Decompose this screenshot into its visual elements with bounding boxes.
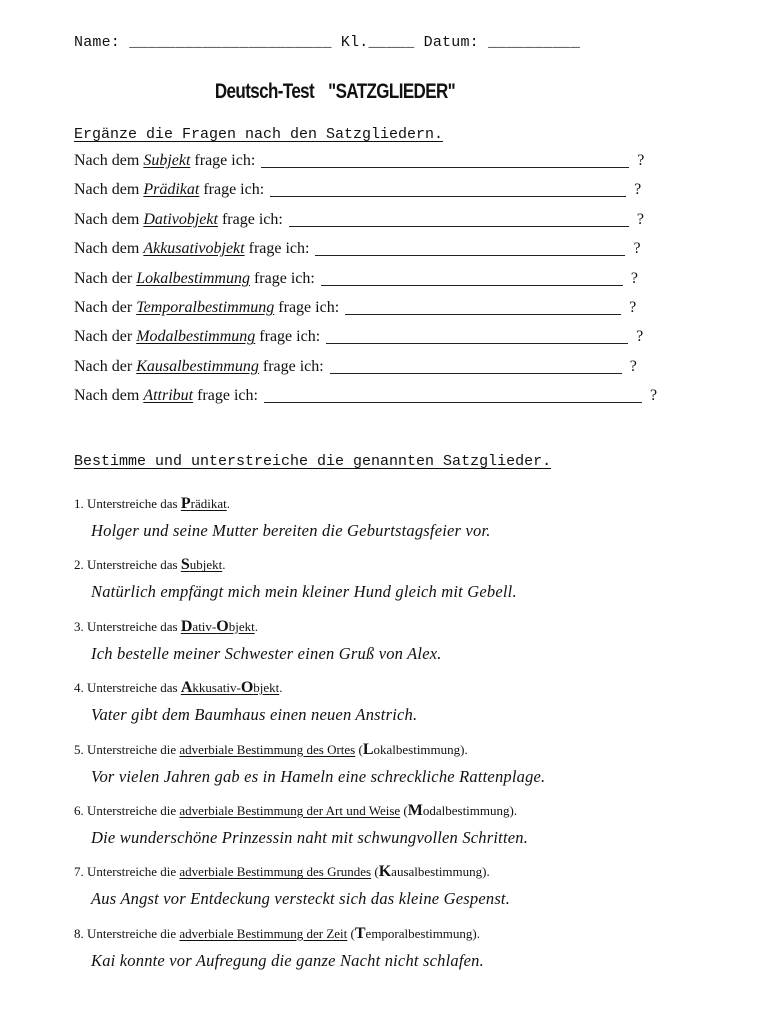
task-end: . [226,496,230,511]
paren-close: ). [472,925,481,941]
question-suffix: frage ich: [203,181,265,199]
target-phrase: adverbiale Bestimmung der Zeit [179,925,348,941]
task-sentence[interactable]: Holger und seine Mutter bereiten die Geburtstagsfeier vor. [91,521,491,540]
task-list [74,492,714,983]
section-2-heading: Bestimme und unterstreiche die genannten Satzglieder. [74,453,552,470]
paren-open: ( [358,741,363,757]
target-term [181,680,279,695]
term-rest: rädikat [190,496,227,511]
term-rest: bjekt [228,618,255,634]
task-item [74,492,714,553]
term-rest: okalbestimmung [373,741,461,757]
title-part-2: "SATZGLIEDER" [328,79,456,103]
task-item [74,615,714,676]
answer-blank[interactable] [289,211,629,227]
question-prefix: Nach der [74,328,133,346]
question-mark: ? [629,298,637,316]
question-term: Attribut [143,387,194,405]
question-row [74,240,694,269]
name-class-date-line: Name: ______________________ Kl._____ Datum: __________ [74,34,581,51]
task-lead: Unterstreiche die [87,925,177,941]
question-prefix: Nach dem [74,181,140,199]
question-term: Temporalbestimmung [136,298,275,316]
question-prefix: Nach der [74,269,133,287]
task-instruction [74,615,714,639]
term-middle: ativ- [192,618,217,634]
paren-close: ). [482,864,490,880]
question-row [74,152,694,181]
task-item [74,922,714,983]
second-initial-letter: O [216,617,229,635]
question-mark: ? [636,328,644,346]
question-suffix: frage ich: [221,210,283,228]
task-end: . [254,618,258,634]
question-prefix: Nach dem [74,240,140,258]
answer-blank[interactable] [326,328,628,344]
task-number: 1. [74,496,84,511]
answer-blank[interactable] [264,387,642,403]
task-lead: Unterstreiche das [87,557,178,573]
question-row [74,211,694,240]
question-suffix: frage ich: [259,328,321,346]
task-sentence[interactable]: Natürlich empfängt mich mein kleiner Hund gleich mit Gebell. [91,582,517,602]
initial-letter: S [180,556,190,574]
paren-open: ( [403,802,408,818]
question-row [74,328,694,357]
question-term: Lokalbestimmung [136,269,250,287]
answer-blank[interactable] [345,299,621,315]
task-end: . [279,680,283,696]
task-number: 3. [74,618,84,634]
question-mark: ? [629,357,637,375]
task-sentence[interactable]: Vater gibt dem Baumhaus einen neuen Anstrich. [91,705,418,725]
initial-letter: M [407,801,423,819]
task-end: . [222,557,226,573]
second-initial-letter: O [240,679,254,697]
term-rest: bjekt [253,680,280,696]
title-part-1: Deutsch-Test [214,79,315,103]
paren-close: ). [509,802,518,818]
question-suffix: frage ich: [197,387,258,405]
initial-letter: K [378,863,392,881]
question-row [74,181,694,210]
target-phrase: adverbiale Bestimmung der Art und Weise [179,802,401,818]
paren-open: ( [374,864,379,880]
question-term: Akkusativobjekt [143,240,245,258]
term-rest: ausalbestimmung [391,864,483,880]
initial-letter: L [362,740,374,758]
question-prefix: Nach der [74,357,133,375]
task-sentence[interactable]: Kai konnte vor Aufregung die ganze Nacht nicht schlafen. [91,950,484,970]
task-instruction [74,676,714,700]
task-item [74,676,714,737]
task-instruction [74,799,714,823]
task-instruction [74,860,714,884]
question-mark: ? [649,387,658,405]
question-prefix: Nach der [74,298,133,316]
task-sentence[interactable]: Ich bestelle meiner Schwester einen Gruß von Alex. [91,643,442,663]
task-instruction [74,738,714,762]
target-term [181,557,222,572]
initial-letter: A [180,679,193,697]
question-prefix: Nach dem [74,210,140,228]
question-suffix: frage ich: [248,240,310,258]
initial-letter: T [354,924,366,942]
initial-letter: D [180,617,193,635]
question-suffix: frage ich: [278,298,340,316]
question-prefix: Nach dem [74,152,140,169]
task-sentence[interactable]: Vor vielen Jahren gab es in Hameln eine schreckliche Rattenplage. [91,766,546,786]
answer-blank[interactable] [330,358,622,374]
task-sentence[interactable]: Die wunderschöne Prinzessin naht mit schwungvollen Schritten. [91,827,529,847]
term-rest: ubjekt [189,557,223,573]
target-term [181,619,255,634]
question-suffix: frage ich: [253,269,315,287]
question-list [74,152,694,417]
question-term: Subjekt [143,152,191,169]
question-mark: ? [634,181,642,199]
task-instruction [74,553,714,577]
answer-blank[interactable] [261,152,629,168]
question-row [74,299,694,328]
question-row [74,358,694,387]
question-suffix: frage ich: [262,357,324,375]
task-lead: Unterstreiche die [87,864,177,880]
task-item [74,799,714,860]
question-term: Dativobjekt [143,210,218,228]
task-lead: Unterstreiche das [87,618,178,634]
answer-blank[interactable] [270,181,626,197]
question-prefix: Nach dem [74,387,140,405]
page-title [0,79,670,104]
initial-letter: P [180,495,191,512]
question-term: Kausalbestimmung [136,357,259,375]
task-number: 4. [74,680,84,696]
task-instruction [74,922,714,946]
target-term [181,496,227,511]
task-lead: Unterstreiche die [87,802,177,818]
paren-close: ). [460,741,468,757]
task-number: 8. [74,925,84,941]
task-lead: Unterstreiche das [87,680,178,696]
task-item [74,860,714,921]
question-mark: ? [637,152,645,169]
task-sentence[interactable]: Aus Angst vor Entdeckung versteckt sich das kleine Gespenst. [91,889,511,909]
question-mark: ? [636,210,644,228]
question-suffix: frage ich: [194,152,256,169]
section-1-heading: Ergänze die Fragen nach den Satzgliedern. [74,126,444,143]
task-number: 2. [74,557,84,573]
task-item [74,738,714,799]
target-phrase: adverbiale Bestimmung des Ortes [179,741,356,757]
task-item [74,553,714,614]
task-lead: Unterstreiche das [87,496,178,511]
task-number: 5. [74,741,84,757]
task-number: 7. [74,864,84,880]
question-row [74,387,694,416]
question-term: Modalbestimmung [136,328,256,346]
question-term: Prädikat [143,181,200,199]
target-phrase: adverbiale Bestimmung des Grundes [179,864,372,880]
question-row [74,270,694,299]
task-lead: Unterstreiche die [87,741,177,757]
answer-blank[interactable] [315,240,625,256]
task-number: 6. [74,802,84,818]
answer-blank[interactable] [321,270,623,286]
term-rest: emporalbestimmung [365,925,473,941]
question-mark: ? [630,269,638,287]
task-instruction [74,492,714,516]
question-mark: ? [633,240,641,258]
term-middle: kkusativ- [192,680,241,696]
paren-open: ( [350,925,355,941]
term-rest: odalbestimmung [422,802,510,818]
